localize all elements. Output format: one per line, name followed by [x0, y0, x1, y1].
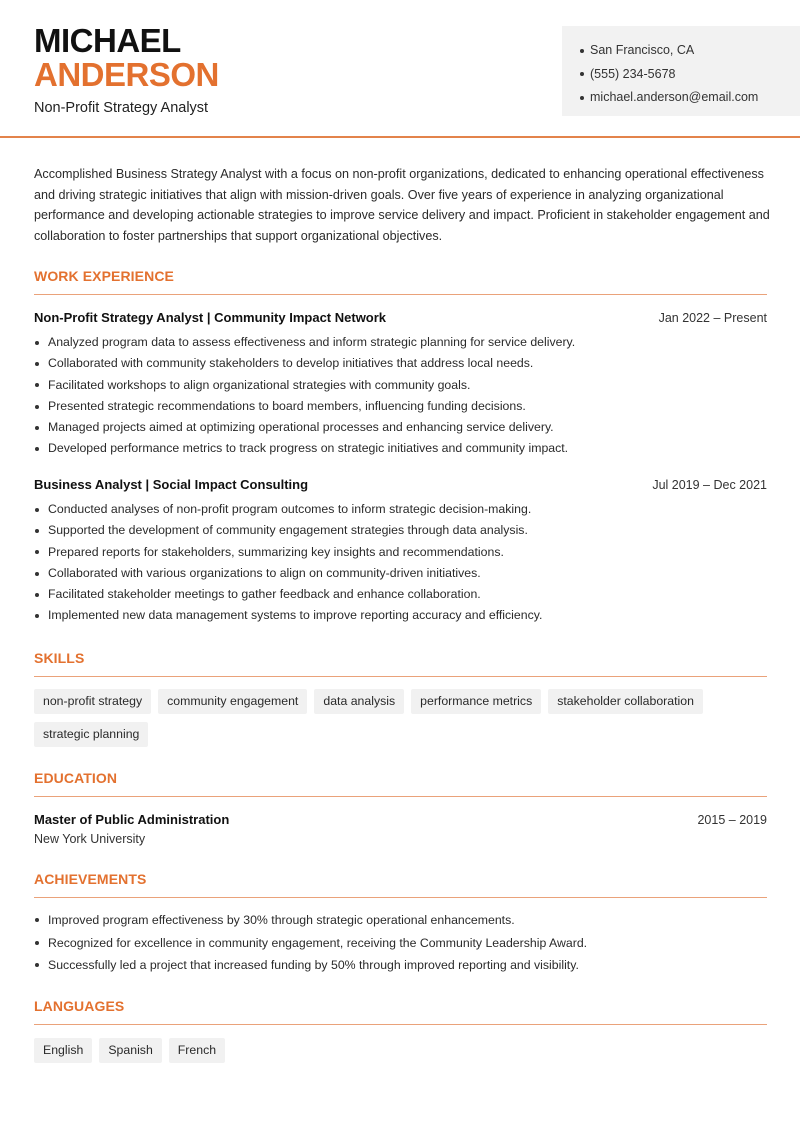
bullet-icon — [35, 572, 39, 576]
skill-tag: community engagement — [158, 689, 307, 714]
list-item — [34, 353, 774, 374]
skill-tag: data analysis — [314, 689, 404, 714]
list-item-text: Successfully led a project that increased funding by 50% through improved reporting and visibility. — [48, 958, 579, 972]
list-item-text: Managed projects aimed at optimizing operational processes and enhancing service delivery. — [48, 420, 554, 435]
job-date: Jul 2019 – Dec 2021 — [652, 478, 767, 492]
list-item — [34, 499, 774, 520]
list-item — [34, 417, 774, 438]
list-item-text: Supported the development of community engagement strategies through data analysis. — [48, 523, 528, 538]
bullet-icon — [35, 508, 39, 512]
bullet-icon — [580, 72, 584, 76]
section-divider — [34, 796, 767, 797]
section-title-work: WORK EXPERIENCE — [34, 268, 174, 284]
list-item-text: Analyzed program data to assess effectiveness and inform strategic planning for service delivery. — [48, 335, 576, 349]
list-item — [34, 438, 774, 459]
section-title-education: EDUCATION — [34, 770, 118, 786]
list-item-text: Prepared reports for stakeholders, summarizing key insights and recommendations. — [48, 544, 504, 559]
job-bullets — [34, 332, 774, 460]
bullet-icon — [35, 963, 39, 967]
section-divider — [34, 1024, 767, 1025]
last-name: ANDERSON — [34, 56, 219, 93]
achievements-list — [34, 909, 774, 977]
job-title-heading: Non-Profit Strategy Analyst — [34, 100, 209, 116]
list-item — [34, 542, 774, 563]
bullet-icon — [35, 341, 39, 345]
list-item — [34, 932, 774, 955]
list-item-text: Collaborated with community stakeholders to develop initiatives that address local needs. — [48, 356, 534, 371]
bullet-icon — [35, 529, 39, 533]
list-item-text: Implemented new data management systems to improve reporting accuracy and efficiency. — [48, 608, 543, 623]
contact-phone-text: (555) 234-5678 — [590, 66, 676, 81]
list-item-text: Presented strategic recommendations to board members, influencing funding decisions. — [48, 398, 526, 413]
section-title-achievements: ACHIEVEMENTS — [34, 871, 147, 887]
contact-location-text: San Francisco, CA — [590, 43, 695, 57]
job-header — [34, 477, 767, 492]
first-name: MICHAEL — [34, 22, 181, 59]
job-bullets — [34, 499, 774, 627]
list-item — [34, 396, 774, 417]
contact-email — [580, 86, 800, 110]
list-item — [34, 520, 774, 541]
list-item-text: Conducted analyses of non-profit program outcomes to inform strategic decision-making. — [48, 502, 532, 516]
language-tag: French — [169, 1038, 225, 1063]
bullet-icon — [35, 614, 39, 618]
bullet-icon — [35, 405, 39, 409]
languages-list — [34, 1038, 774, 1063]
list-item — [34, 584, 774, 605]
contact-email-text: michael.anderson@email.com — [590, 90, 759, 104]
skill-tag: performance metrics — [411, 689, 541, 714]
language-tag: English — [34, 1038, 92, 1063]
contact-box — [562, 26, 800, 116]
list-item — [34, 954, 774, 977]
section-title-skills: SKILLS — [34, 650, 85, 666]
skill-tag: stakeholder collaboration — [548, 689, 703, 714]
list-item-text: Facilitated stakeholder meetings to gather feedback and enhance collaboration. — [48, 587, 481, 602]
list-item-text: Improved program effectiveness by 30% through strategic operational enhancements. — [48, 913, 515, 927]
contact-location — [580, 39, 800, 63]
list-item-text: Collaborated with various organizations to align on community-driven initiatives. — [48, 565, 481, 580]
school-name: New York University — [34, 832, 146, 846]
job-title: Business Analyst | Social Impact Consulting — [34, 477, 309, 492]
bullet-icon — [580, 96, 584, 100]
summary-paragraph: Accomplished Business Strategy Analyst with a focus on non-profit organizations, dedicated to enhancing operational effectiveness and driving strategic initiatives that align with mission-driven goals. Over five years of experience in analyzing organizational performance and developing actionable strategies to improve service delivery and impact. Proficient in stakeholder engagement and collaboration to foster partnerships that support organizational objectives. — [34, 167, 770, 244]
education-header — [34, 812, 767, 827]
bullet-icon — [35, 426, 39, 430]
section-divider — [34, 294, 767, 295]
list-item — [34, 909, 774, 932]
bullet-icon — [35, 447, 39, 451]
list-item — [34, 375, 774, 396]
section-title-languages: LANGUAGES — [34, 998, 125, 1014]
bullet-icon — [35, 362, 39, 366]
list-item — [34, 332, 774, 353]
resume-header — [0, 0, 800, 138]
skill-tag: non-profit strategy — [34, 689, 151, 714]
bullet-icon — [35, 918, 39, 922]
section-divider — [34, 897, 767, 898]
list-item — [34, 563, 774, 584]
language-tag: Spanish — [99, 1038, 161, 1063]
bullet-icon — [35, 593, 39, 597]
skill-tag: strategic planning — [34, 722, 148, 747]
job-header — [34, 310, 767, 325]
list-item — [34, 605, 774, 626]
bullet-icon — [35, 383, 39, 387]
degree-title: Master of Public Administration — [34, 812, 230, 827]
job-title: Non-Profit Strategy Analyst | Community Impact Network — [34, 310, 387, 325]
list-item-text: Developed performance metrics to track progress on strategic initiatives and community impact. — [48, 441, 569, 456]
job-date: Jan 2022 – Present — [658, 311, 767, 325]
list-item-text: Facilitated workshops to align organizational strategies with community goals. — [48, 377, 471, 392]
education-date: 2015 – 2019 — [697, 813, 767, 827]
skills-list — [34, 689, 774, 747]
list-item-text: Recognized for excellence in community engagement, receiving the Community Leadership Award. — [48, 935, 588, 950]
bullet-icon — [35, 550, 39, 554]
bullet-icon — [35, 941, 39, 945]
bullet-icon — [580, 49, 584, 53]
contact-phone — [580, 63, 800, 87]
section-divider — [34, 676, 767, 677]
